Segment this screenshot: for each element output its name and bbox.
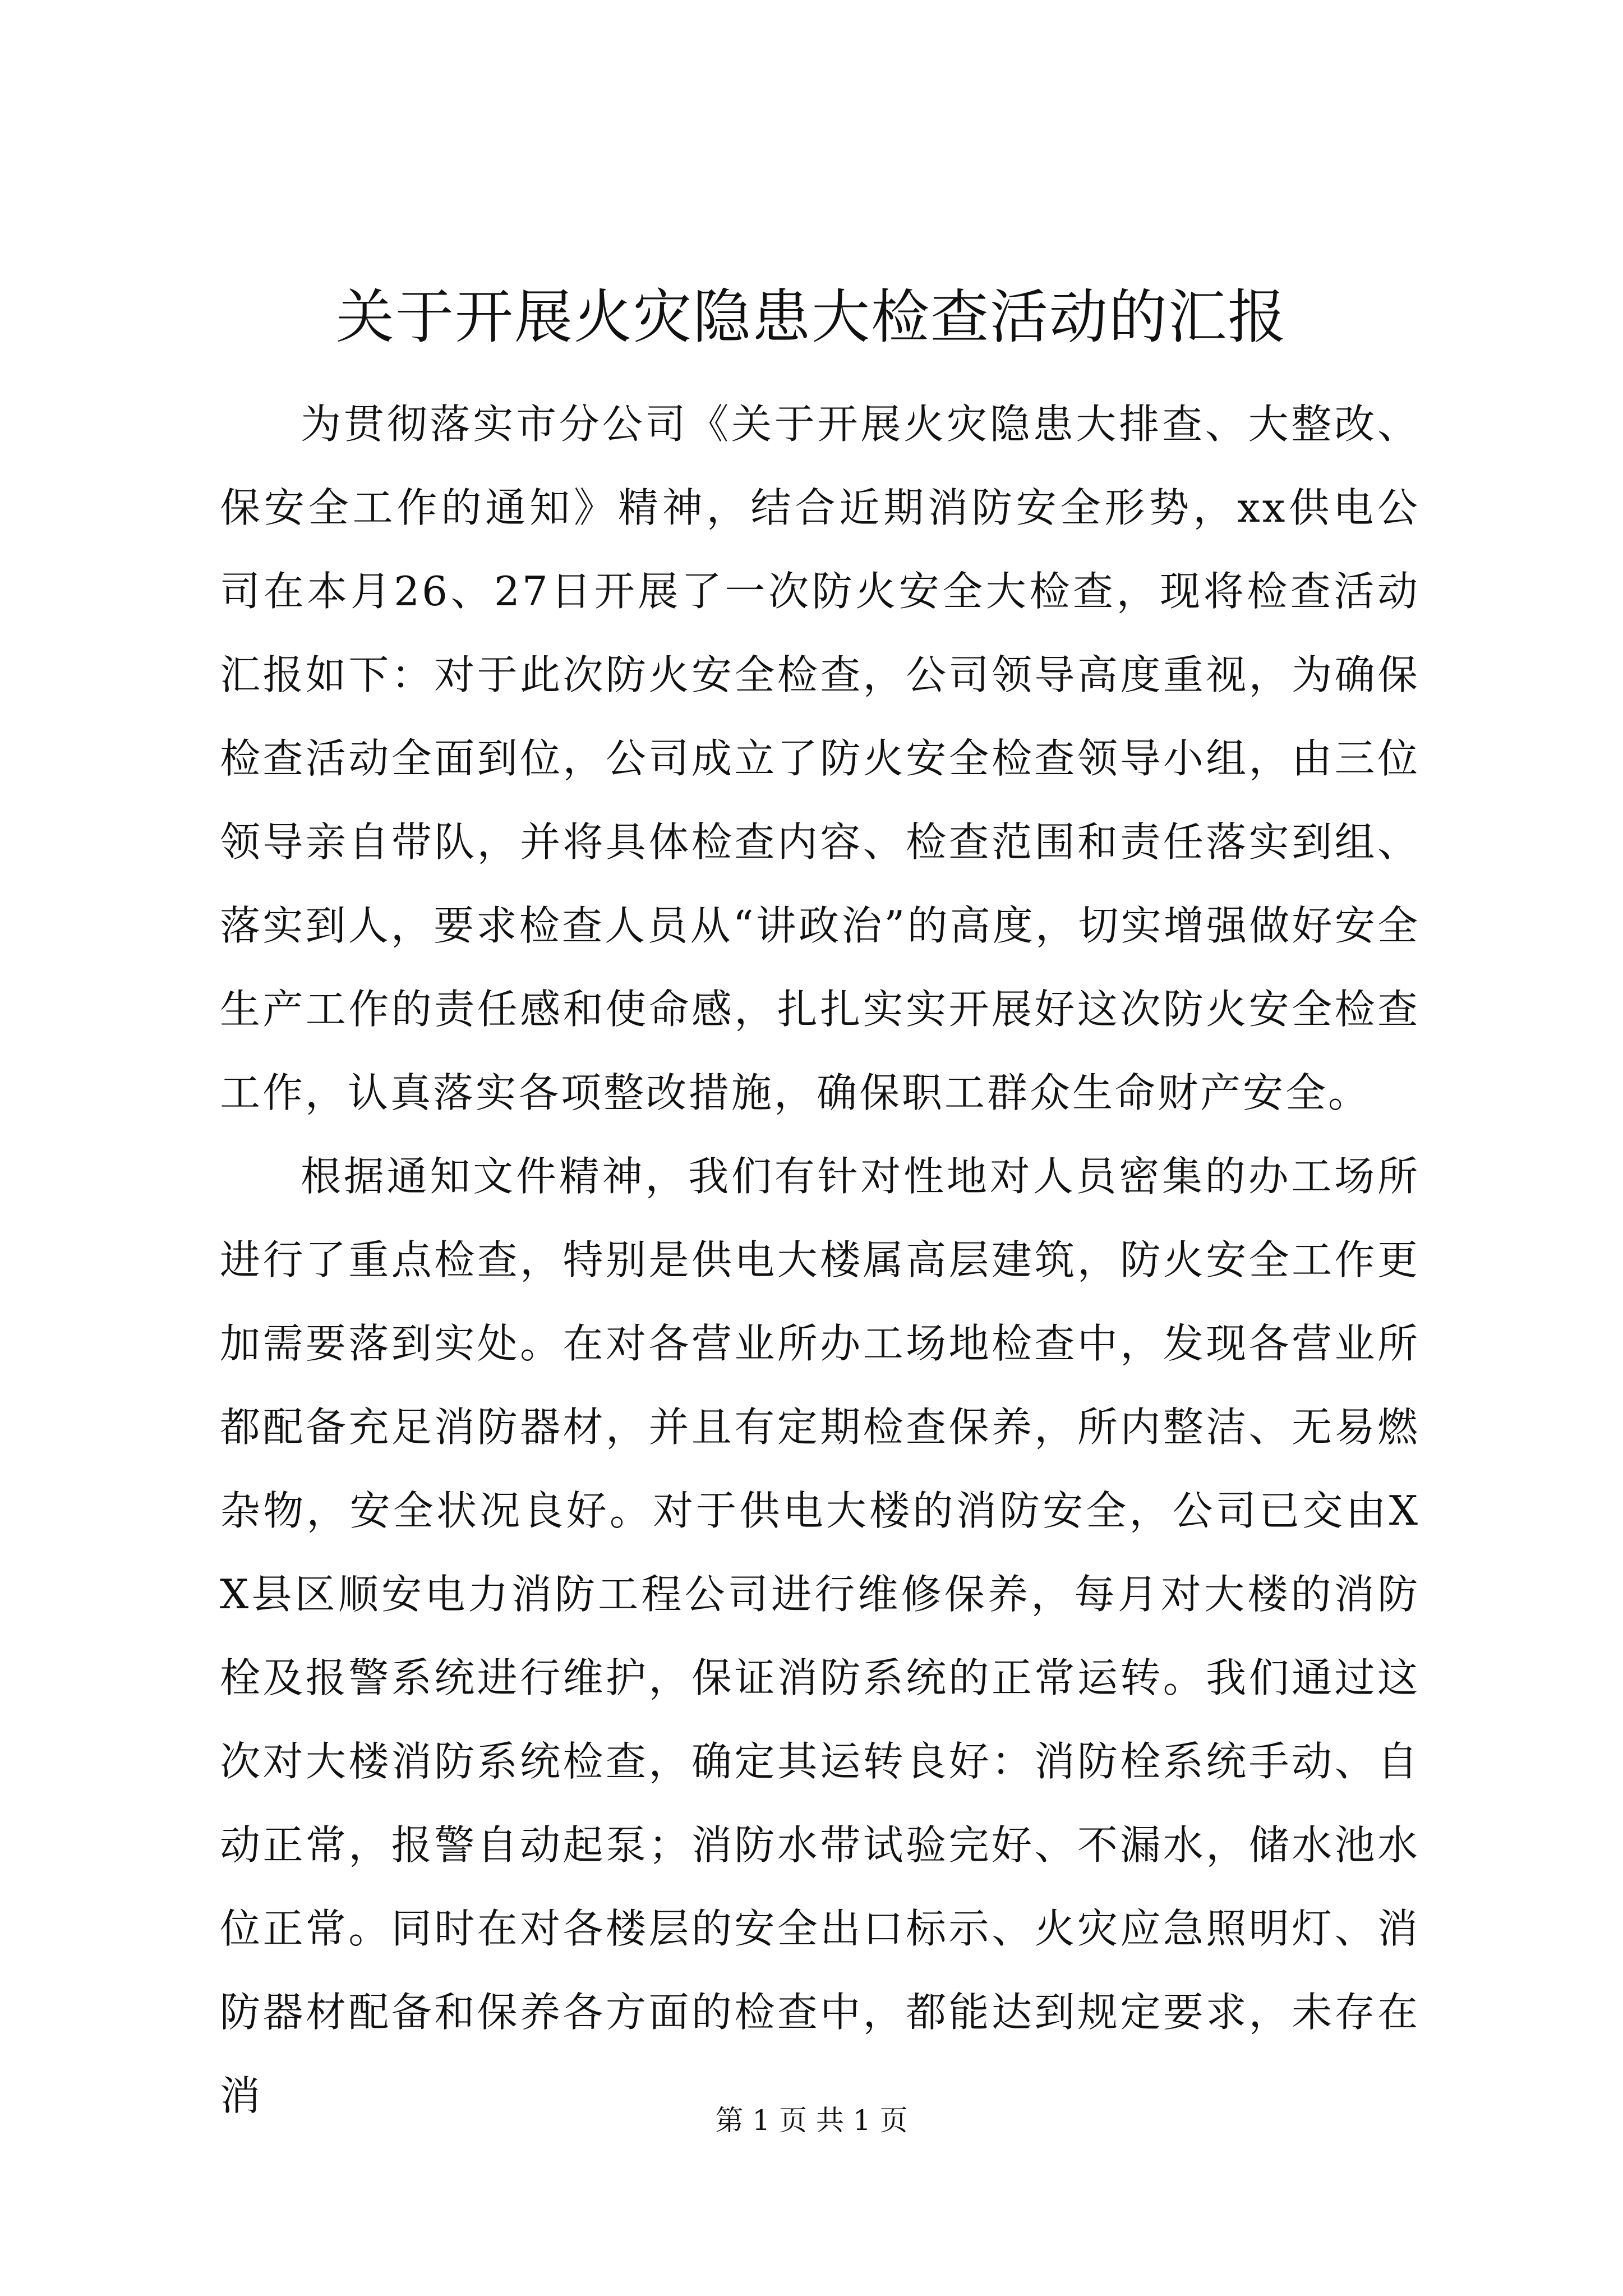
document-body: [220, 383, 1420, 2138]
page-footer: 第 1 页 共 1 页: [715, 2104, 908, 2137]
document-title: 关于开展火灾隐患大检查活动的汇报: [335, 283, 1287, 351]
paragraph-2: 根据通知文件精神，我们有针对性地对人员密集的办工场所进行了重点检查，特别是供电大楼属高层建筑，防火安全工作更加需要落到实处。在对各营业所办工场地检查中，发现各营业所都配备充足消防器材，并且有定期检查保养，所内整洁、无易燃杂物，安全状况良好。对于供电大楼的消防安全，公司已交由XX县区顺安电力消防工程公司进行维修保养，每月对大楼的消防栓及报警系统进行维护，保证消防系统的正常运转。我们通过这次对大楼消防系统检查，确定其运转良好：消防栓系统手动、自动正常，报警自动起泵；消防水带试验完好、不漏水，储水池水位正常。同时在对各楼层的安全出口标示、火灾应急照明灯、消防器材配备和保养各方面的检查中，都能达到规定要求，未存在消: [220, 1153, 1420, 2119]
paragraph-1: 为贯彻落实市分公司《关于开展火灾隐患大排查、大整改、保安全工作的通知》精神，结合近期消防安全形势，xx供电公司在本月26、27日开展了一次防火安全大检查，现将检查活动汇报如下：对于此次防火安全检查，公司领导高度重视，为确保检查活动全面到位，公司成立了防火安全检查领导小组，由三位领导亲自带队，并将具体检查内容、检查范围和责任落实到组、落实到人，要求检查人员从“讲政治”的高度，切实增强做好安全生产工作的责任感和使命感，扎扎实实开展好这次防火安全检查工作，认真落实各项整改措施，确保职工群众生命财产安全。: [220, 401, 1420, 1116]
